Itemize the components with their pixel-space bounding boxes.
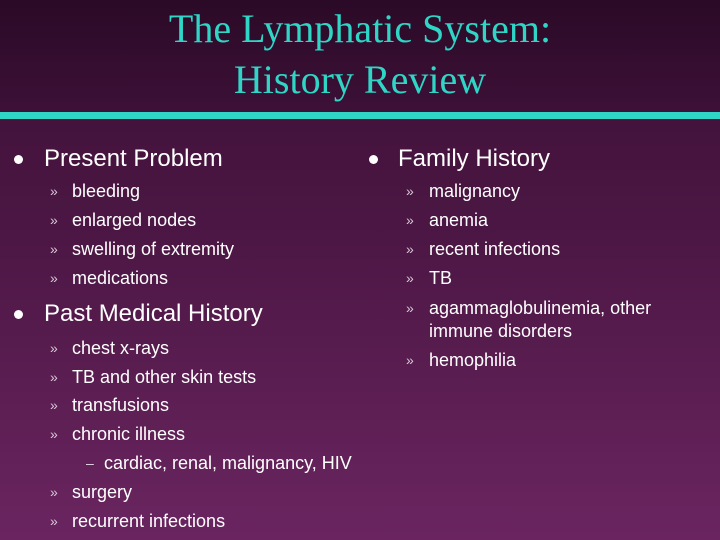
list-item: enlarged nodes [72,210,197,230]
slide-title-line-1: The Lymphatic System: [168,6,552,51]
list-item: chest x-rays [72,338,170,358]
present-problem-heading: Present Problem [44,145,223,172]
title-divider [0,112,720,119]
list-item: bleeding [72,181,141,201]
list-item: TB and other skin tests [72,367,257,387]
sub-bullet-icon: » [406,183,414,199]
list-item: anemia [429,210,489,230]
sub-bullet-icon: » [50,426,58,442]
slide-title-line-2: History Review [233,57,487,102]
list-item: medications [72,268,169,288]
sub-bullet-icon: » [50,340,58,356]
sub-list-item: cardiac, renal, malignancy, HIV [104,453,352,473]
list-item: malignancy [429,181,521,201]
list-item: agammaglobulinemia, other [429,298,652,318]
list-item: recent infections [429,239,561,259]
sub-bullet-icon: » [50,270,58,286]
sub-bullet-icon: » [50,397,58,413]
list-item: recurrent infections [72,511,226,531]
sub-bullet-icon: » [50,212,58,228]
sub-bullet-icon: » [50,241,58,257]
sub-bullet-icon: » [406,352,414,368]
sub-bullet-icon: » [50,513,58,529]
bullet-dot-icon [369,155,378,164]
sub-bullet-icon: » [406,300,414,316]
list-item-continuation: immune disorders [429,321,573,341]
title-area [0,0,720,112]
bullet-dot-icon [14,310,23,319]
family-history-heading: Family History [398,145,551,172]
list-item: chronic illness [72,424,186,444]
list-item: swelling of extremity [72,239,235,259]
list-item: transfusions [72,395,170,415]
list-item: surgery [72,482,133,502]
sub-bullet-icon: » [50,183,58,199]
sub-sub-bullet-icon: – [86,455,94,471]
sub-bullet-icon: » [406,212,414,228]
sub-bullet-icon: » [50,484,58,500]
bullet-dot-icon [14,155,23,164]
sub-bullet-icon: » [406,270,414,286]
list-item: TB [429,268,453,288]
past-medical-history-heading: Past Medical History [44,300,263,327]
sub-bullet-icon: » [406,241,414,257]
list-item: hemophilia [429,350,517,370]
sub-bullet-icon: » [50,369,58,385]
